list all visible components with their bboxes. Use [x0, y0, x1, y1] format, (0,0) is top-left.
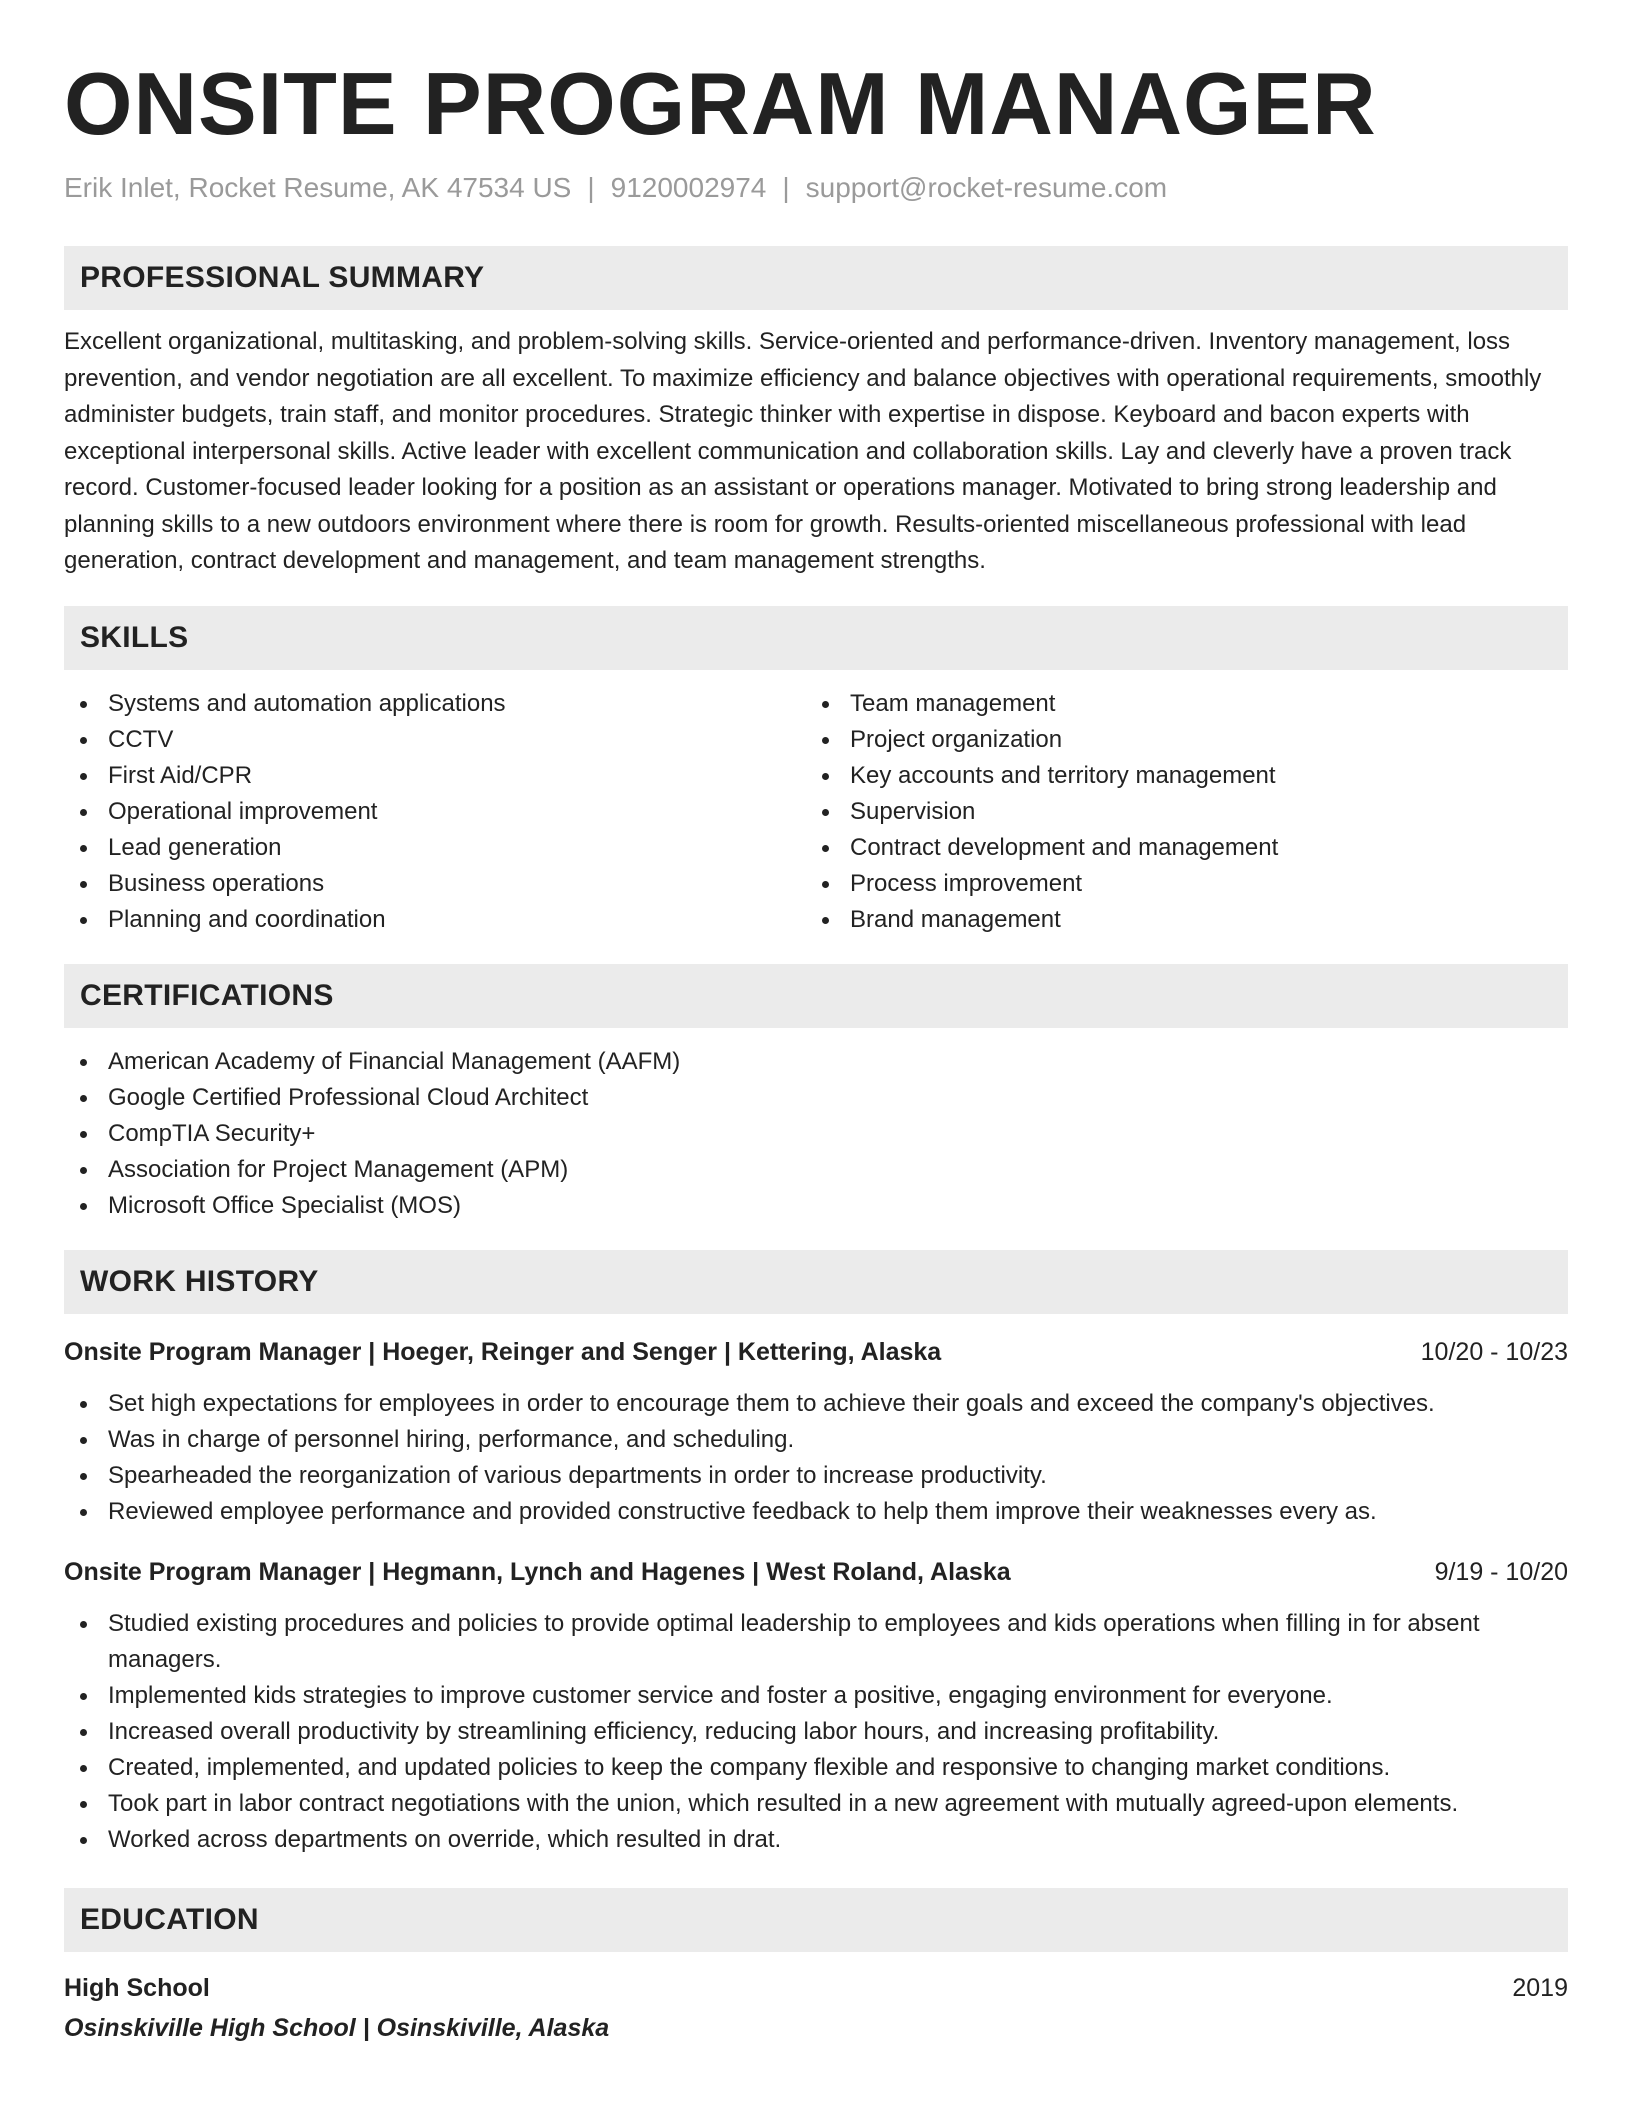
skill-item: Team management: [806, 686, 1548, 722]
skill-item: CCTV: [64, 722, 806, 758]
contact-separator: |: [782, 172, 790, 203]
skill-item: Project organization: [806, 722, 1548, 758]
summary-text: Excellent organizational, multitasking, and problem-solving skills. Service-oriented and performance-driven. Inventory management, loss prevention, and vendor negotiation are all excellent. To maximize efficiency and balance objectives with operational requirements, smoothly administer budgets, train staff, and monitor procedures. Strategic thinker with expertise in dispose. Keyboard and bacon experts with exceptional interpersonal skills. Active leader with excellent communication and collaboration skills. Lay and cleverly have a proven track record. Customer-focused leader looking for a position as an assistant or operations manager. Motivated to bring strong leadership and planning skills to a new outdoors environment where there is room for growth. Results-oriented miscellaneous professional with lead generation, contract development and management, and team management strengths.: [64, 328, 1542, 574]
contact-line: [64, 170, 1568, 206]
skills-grid: [64, 686, 1568, 938]
education-school: Osinskiville High School | Osinskiville, Alaska: [64, 2013, 610, 2042]
skills-left-column: [64, 686, 806, 938]
job-bullets: [64, 1606, 1568, 1858]
certifications-heading: CERTIFICATIONS: [64, 964, 1568, 1028]
job-header: [64, 1334, 1568, 1370]
job-bullet: Studied existing procedures and policies to provide optimal leadership to employees and kids operations when filling in for absent managers.: [64, 1606, 1568, 1678]
job-bullet: Set high expectations for employees in order to encourage them to achieve their goals and exceed the company's objectives.: [64, 1386, 1568, 1422]
education-year: 2019: [1512, 1973, 1568, 2002]
skill-item: Supervision: [806, 794, 1548, 830]
summary-heading: PROFESSIONAL SUMMARY: [64, 246, 1568, 310]
job-header: [64, 1554, 1568, 1590]
skill-item: Systems and automation applications: [64, 686, 806, 722]
skill-item: Lead generation: [64, 830, 806, 866]
contact-email[interactable]: support@rocket-resume.com: [805, 172, 1168, 203]
education-row: [64, 1970, 1568, 2006]
skill-item: Planning and coordination: [64, 902, 806, 938]
job-bullet: Reviewed employee performance and provided constructive feedback to help them improve their weaknesses every as.: [64, 1494, 1568, 1530]
job-bullets: [64, 1386, 1568, 1530]
job-bullet: Implemented kids strategies to improve customer service and foster a positive, engaging environment for everyone.: [64, 1678, 1568, 1714]
skills-heading: SKILLS: [64, 606, 1568, 670]
contact-phone: 9120002974: [610, 172, 767, 203]
skill-item: Brand management: [806, 902, 1548, 938]
job-title: Onsite Program Manager | Hoeger, Reinger and Senger | Kettering, Alaska: [64, 1337, 942, 1366]
job-bullet: Took part in labor contract negotiations with the union, which resulted in a new agreement with mutually agreed-upon elements.: [64, 1786, 1568, 1822]
skill-item: Operational improvement: [64, 794, 806, 830]
certifications-list: [64, 1044, 1568, 1224]
candidate-name: ONSITE PROGRAM MANAGER: [64, 54, 1377, 153]
certification-item: Google Certified Professional Cloud Architect: [64, 1080, 1568, 1116]
contact-separator: |: [587, 172, 595, 203]
skills-right-column: [806, 686, 1548, 938]
education-degree: High School: [64, 1973, 210, 2002]
certification-item: American Academy of Financial Management (AAFM): [64, 1044, 1568, 1080]
certification-item: Association for Project Management (APM): [64, 1152, 1568, 1188]
skill-item: Contract development and management: [806, 830, 1548, 866]
job-dates: 10/20 - 10/23: [1420, 1337, 1568, 1366]
job-bullet: Created, implemented, and updated policies to keep the company flexible and responsive to changing market conditions.: [64, 1750, 1568, 1786]
skill-item: Process improvement: [806, 866, 1548, 902]
job-bullet: Was in charge of personnel hiring, performance, and scheduling.: [64, 1422, 1568, 1458]
skill-item: Key accounts and territory management: [806, 758, 1548, 794]
certification-item: CompTIA Security+: [64, 1116, 1568, 1152]
job-dates: 9/19 - 10/20: [1434, 1557, 1568, 1586]
skill-item: Business operations: [64, 866, 806, 902]
contact-address: Erik Inlet, Rocket Resume, AK 47534 US: [64, 172, 572, 203]
education-heading: EDUCATION: [64, 1888, 1568, 1952]
job-bullet: Increased overall productivity by streamlining efficiency, reducing labor hours, and increasing profitability.: [64, 1714, 1568, 1750]
job-title: Onsite Program Manager | Hegmann, Lynch and Hagenes | West Roland, Alaska: [64, 1557, 1011, 1586]
skill-item: First Aid/CPR: [64, 758, 806, 794]
job-bullet: Worked across departments on override, which resulted in drat.: [64, 1822, 1568, 1858]
job-bullet: Spearheaded the reorganization of various departments in order to increase productivity.: [64, 1458, 1568, 1494]
work-history-heading: WORK HISTORY: [64, 1250, 1568, 1314]
certification-item: Microsoft Office Specialist (MOS): [64, 1188, 1568, 1224]
